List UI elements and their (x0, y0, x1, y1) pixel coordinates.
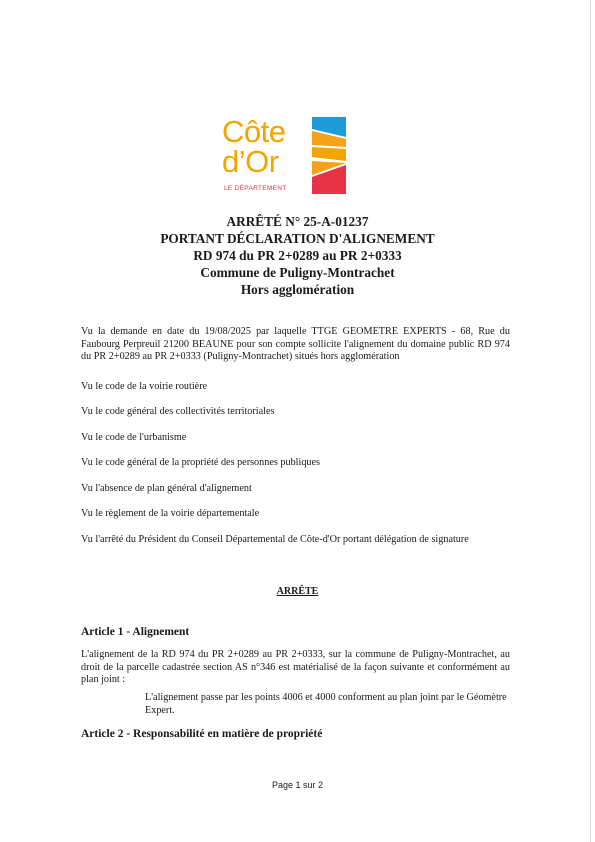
logo-line-1: Côte (222, 114, 286, 149)
visa-road-code: Vu le code de la voirie routière (81, 381, 208, 392)
visa-urbanisme: Vu le code de l'urbanisme (81, 432, 187, 443)
logo-wordmark (222, 114, 286, 179)
article-1-indent: L'alignement passe par les points 4006 et 4000 conforment au plan joint par le Géomètre Expert. (145, 692, 507, 716)
visa-request: Vu la demande en date du 19/08/2025 par laquelle TTGE GEOMETRE EXPERTS - 68, Rue du Faubourg Perpreuil 21200 BEAUNE pour son compte sollicite l'alignement du domaine public RD 974 du PR 2+0289 au PR 2+0333 (Puligny-Montrachet) situés hors agglomération (81, 326, 510, 363)
article-1-heading: Article 1 - Alignement (81, 626, 190, 638)
article-2-heading: Article 2 - Responsabilité en matière de propriété (81, 728, 323, 740)
arrete-label: ARRÊTE (276, 586, 319, 597)
visa-plan: Vu l'absence de plan général d'alignement (81, 483, 252, 494)
title-block (0, 213, 595, 298)
decree-road: RD 974 du PR 2+0289 au PR 2+0333 (193, 248, 402, 263)
visa-collectivites: Vu le code général des collectivités territoriales (81, 406, 275, 417)
article-1-body: L'alignement de la RD 974 du PR 2+0289 au PR 2+0333, sur la commune de Puligny-Montrachet, au droit de la parcelle cadastrée section AS n°346 est matérialisé de la façon suivante et conformément au plan joint : (81, 649, 510, 686)
decree-commune: Commune de Puligny-Montrachet (200, 265, 395, 280)
page-edge (590, 0, 591, 842)
cote-dor-logo (222, 114, 352, 197)
decree-location: Hors agglomération (240, 282, 355, 297)
visa-delegation: Vu l'arrêté du Président du Conseil Départemental de Côte-d'Or portant délégation de signature (81, 534, 469, 545)
decree-subject: PORTANT DÉCLARATION D'ALIGNEMENT (160, 231, 435, 246)
page-footer: Page 1 sur 2 (271, 780, 324, 790)
decree-number: ARRÊTÉ N° 25-A-01237 (226, 214, 369, 229)
logo-flag-icon (310, 117, 348, 195)
visa-propriete: Vu le code général de la propriété des personnes publiques (81, 457, 320, 468)
visa-reglement: Vu le règlement de la voirie départementale (81, 508, 260, 519)
logo-line-2: d’Or (222, 144, 279, 179)
logo-subtitle: LE DÉPARTEMENT (224, 185, 287, 192)
